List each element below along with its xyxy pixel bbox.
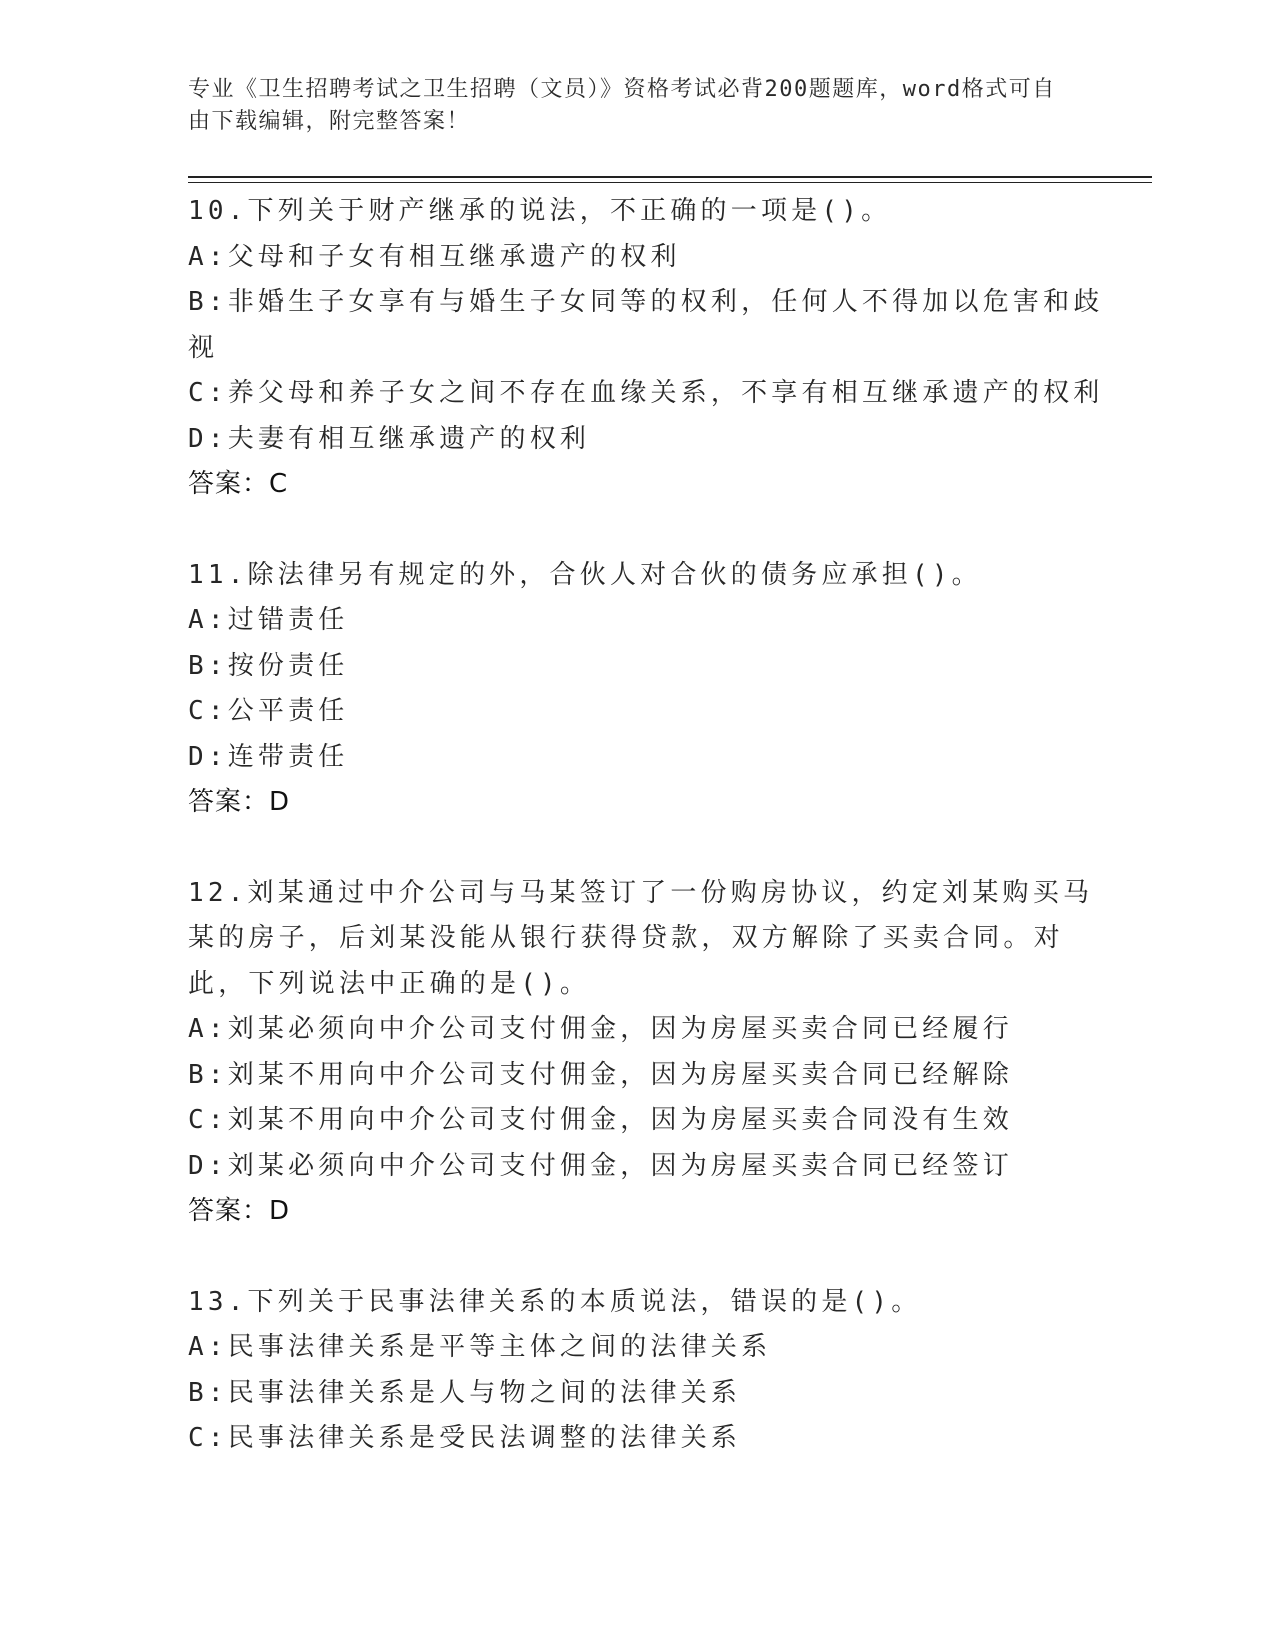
option-b: B:按份责任 [188, 650, 349, 681]
question-10 [188, 189, 1108, 508]
option-b: B:民事法律关系是人与物之间的法律关系 [188, 1377, 742, 1408]
question-list [188, 189, 1108, 1507]
option-b: B:非婚生子女享有与婚生子女同等的权利，任何人不得加以危害和歧视 [188, 287, 1104, 363]
option-b: B:刘某不用向中介公司支付佣金，因为房屋买卖合同已经解除 [188, 1059, 1013, 1090]
option-a: A:民事法律关系是平等主体之间的法律关系 [188, 1332, 772, 1362]
document-header: 专业《卫生招聘考试之卫生招聘（文员）》资格考试必背200题题库，word格式可自由下载编辑，附完整答案！ [188, 77, 1056, 134]
question-stem: 10.下列关于财产继承的说法，不正确的一项是()。 [188, 196, 892, 226]
answer-label: 答案：C [188, 469, 289, 499]
question-stem: 12.刘某通过中介公司与马某签订了一份购房协议，约定刘某购买马某的房子，后刘某没能从银行获得贷款，双方解除了买卖合同。对此，下列说法中正确的是()。 [188, 877, 1094, 999]
option-c: C:刘某不用向中介公司支付佣金，因为房屋买卖合同没有生效 [188, 1105, 1013, 1135]
header-rule-bottom [188, 182, 1152, 183]
answer-label: 答案：D [188, 787, 291, 817]
answer-label: 答案：D [188, 1196, 291, 1226]
question-11 [188, 553, 1108, 826]
option-c: C:公平责任 [188, 696, 349, 726]
option-a: A:过错责任 [188, 605, 349, 635]
option-d: D:刘某必须向中介公司支付佣金，因为房屋买卖合同已经签订 [188, 1150, 1013, 1181]
option-a: A:父母和子女有相互继承遗产的权利 [188, 241, 681, 272]
option-d: D:夫妻有相互继承遗产的权利 [188, 423, 591, 454]
question-stem: 13.下列关于民事法律关系的本质说法，错误的是()。 [188, 1286, 922, 1317]
option-d: D:连带责任 [188, 741, 349, 772]
question-stem: 11.除法律另有规定的外，合伙人对合伙的债务应承担()。 [188, 559, 982, 590]
question-12 [188, 871, 1108, 1235]
question-13 [188, 1280, 1108, 1462]
option-c: C:养父母和养子女之间不存在血缘关系，不享有相互继承遗产的权利 [188, 378, 1104, 408]
option-c: C:民事法律关系是受民法调整的法律关系 [188, 1423, 742, 1453]
header-rule-top [188, 176, 1152, 178]
option-a: A:刘某必须向中介公司支付佣金，因为房屋买卖合同已经履行 [188, 1014, 1013, 1044]
